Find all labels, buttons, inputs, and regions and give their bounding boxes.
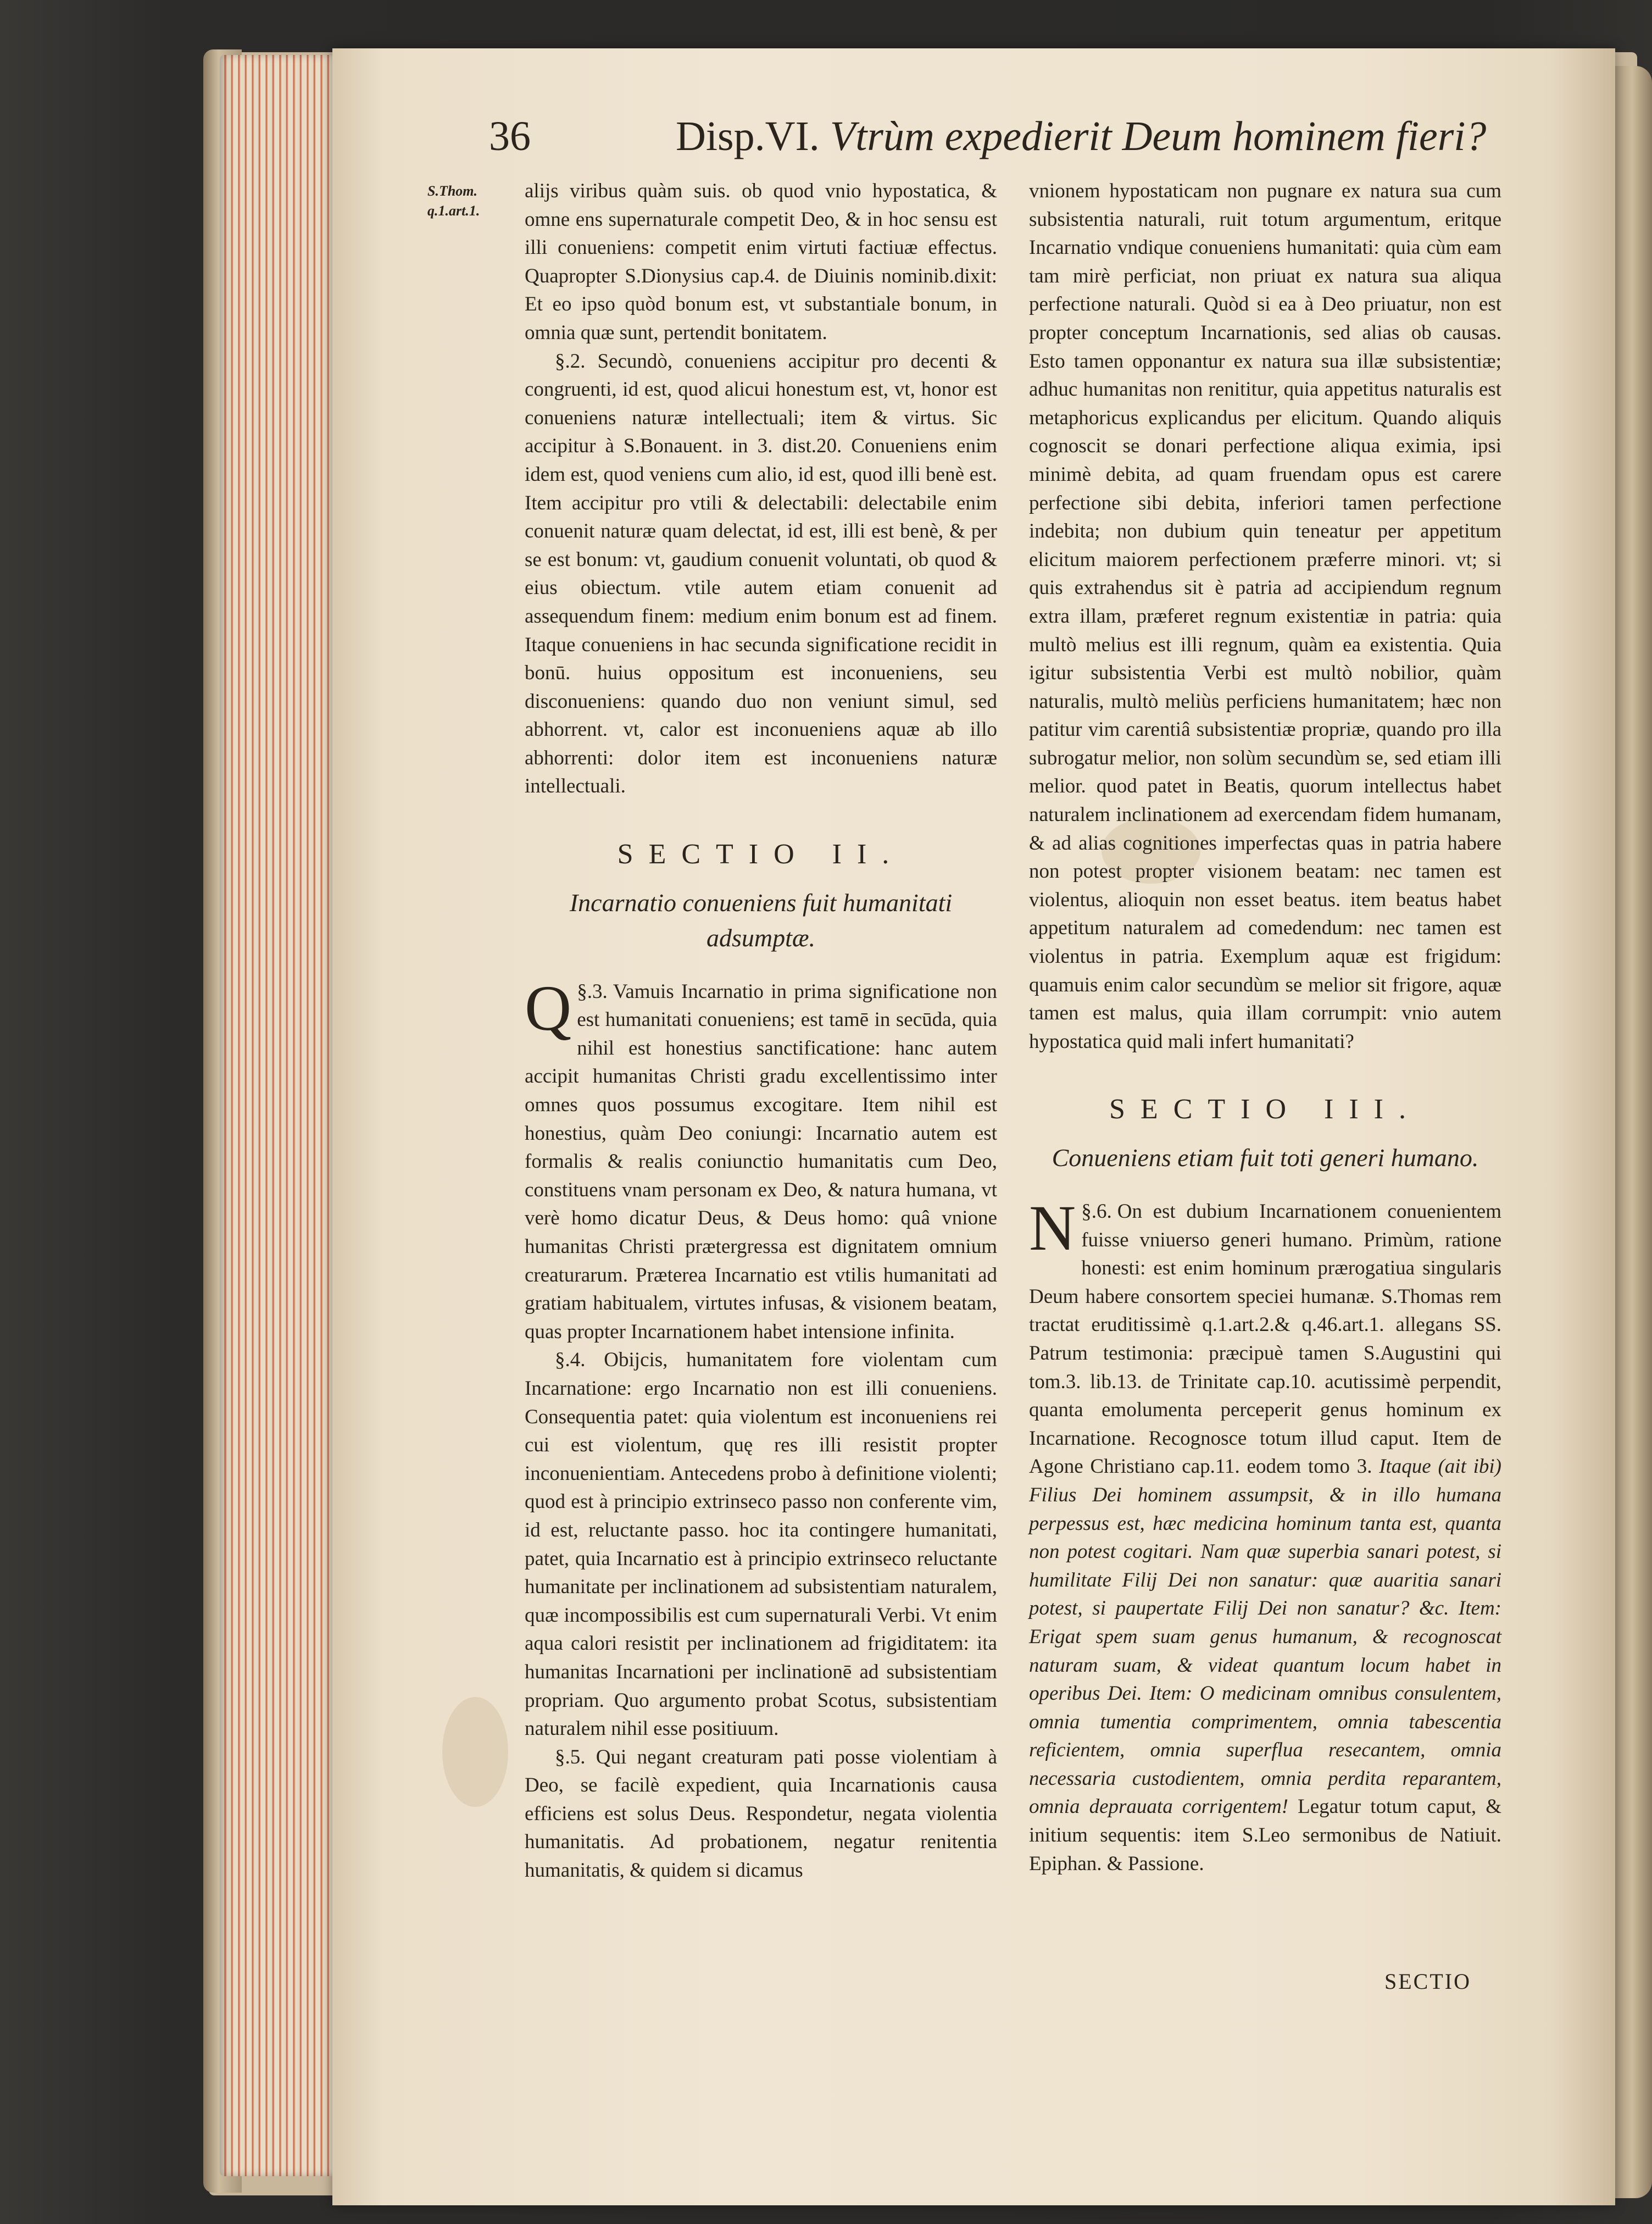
- section-subtitle: Conueniens etiam fuit toti generi humano.: [1052, 1144, 1479, 1172]
- marginal-note-line: S.Thom.: [427, 183, 478, 199]
- facing-page-edge: [1612, 66, 1652, 2198]
- paragraph: §.4. Obijcis, humanitatem fore violentam cum Incarnatione: ergo Incarnatio non est illi conueniens. Consequentia patet: quia violentum est inconueniens rei cui est violentum, quę res illi resistit propter inconuenientiam. Antecedens probo à definitione violenti; quod est à principio extrinseco passo non conferente vim, id est, reluctante passo. hoc ita contingere humanitati, patet, quia Incarnatio est à principio extrinseco reluctante humanitate per inclinationem ad subsistentiam naturalem, quæ incompossibilis est cum supernaturali Verbi. Vt enim aqua calori resistit per inclinationem ad frigiditatem: ita humanitas Incarnationi per inclinationē ad subsistentiam propriam. Quo argumento probat Scotus, subsistentiam naturalem nihil esse positiuum.: [525, 1349, 997, 1740]
- paragraph-mark: §.3.: [577, 980, 608, 1003]
- page-edges: [220, 55, 352, 2176]
- paragraph-text: On est dubium Incarnationem conuenientem fuisse vniuerso generi humano. Primùm, ratione honesti: est enim hominum prærogatiua singularis Deum habere consortem speciei humanæ. S.Thomas rem tractat eruditissimè q.1.art.2.& q.46.art.1. allegans SS. Patrum testimonia: præcipuè tamen S.Augustini qui tom.3. lib.13. de Trinitate cap.10. acutissimè perpendit, quanta emolumenta perceperit genus hominum ex Incarnatione. Recognosce totum illud caput. Item de Agone Christiano cap.11. eodem tomo 3.: [1029, 1200, 1501, 1478]
- page-number: 36: [489, 113, 531, 159]
- quotation-italic: Itaque (ait ibi) Filius Dei hominem assumpsit, & in illo humana perpessus est, hæc medicina hominum tanta est, quanta non potest cogitari. Nam quæ superbia sanari potest, si humilitate Filij Dei non sanatur: quæ auaritia sanari potest, si paupertate Filij Dei non sanatur? &c. Item: Erigat spem suam genus humanum, & recognoscat naturam suam, & videat quantum locum habet in operibus Dei. Item: O medicinam omnibus consulentem, omnia tumentia comprimentem, omnia tabescentia reficientem, omnia superflua resecantem, omnia necessaria custodientem, omnia perdita reparantem, omnia deprauata corrigentem!: [1029, 1455, 1501, 1818]
- paragraph: alijs viribus quàm suis. ob quod vnio hypostatica, & omne ens supernaturale competit Deo, & in hoc sensu est illi conueniens: competit enim virtuti factiuæ effectus. Quapropter S.Dionysius cap.4. de Diuinis nominib.dixit: Et eo ipso quòd bonum est, vt substantiale bonum, in omnia quæ sunt, pertendit bonitatem.: [525, 180, 997, 344]
- paragraph-text: Vamuis Incarnatio in prima significatione non est humanitati conueniens; est tamē in secūda, quia nihil est honestius sanctificatione: hanc autem accipit humanitas Christi gradu excellentissimo inter omnes quos possumus excogitare. Item nihil est honestius, quàm Deo coniungi: Incarnatio autem est formalis & realis coniunctio humanitatis cum Deo, constituens vnam personam ex Deo, & natura humana, vt verè homo dicatur Deus, & Deus homo: quâ vnione humanitas Christi prætergressa est dignitatem omnium creaturarum. Præterea Incarnatio est vtilis humanitati ad gratiam habitualem, virtutes infusas, & visionem beatam, quas propter Incarnationem habet intensione infinita.: [525, 980, 997, 1343]
- section-subtitle: Incarnatio conueniens fuit humanitati adsumptæ.: [569, 888, 953, 952]
- paragraph: vnionem hypostaticam non pugnare ex natura sua cum subsistentia naturali, ruit totum argumentum, eritque Incarnatio vndique conueniens humanitati: quia cùm eam tam mirè perficiat, non priuat ex natura sua aliqua perfectione naturali. Quòd si ea à Deo priuatur, non est propter conceptum Incarnationis, sed alias ob causas. Esto tamen opponantur ex natura sua illæ subsistentiæ; adhuc humanitas non renititur, quia appetitus naturalis est metaphoricus explicandus per elicitum. Quando aliquis cognoscit se donari perfectione aliqua eximia, ipsi minimè debita, ad quam fruendam opus est carere perfectione sibi debita, inferiori tamen perfectione indebita; non dubium quin teneatur per appetitum elicitum maiorem perfectionem præferre minori. vt; si quis extrahendus sit è patria ad accipiendum regnum extra illam, præferet regnum existentiæ in patria: quia multò melius est illi regnum, quàm ea existentia. Quia igitur subsistentia Verbi est multò nobilior, quàm naturalis, multò meliùs perficiens humanitatem; hæc non patitur vim carentiâ subsistentiæ propriæ, quando pro illa subrogatur melior, non solùm secundùm se, sed etiam illi melior. quod patet in Beatis, quorum intellectus habet naturalem inclinationem ad exercendam fidem humanam, & ad alias cognitiones imperfectas quas in patria habere non potest propter visionem beatam: nec tamen est violentus, alioquin non esset beatus. item beatus habet appetitum naturalem ad comedendum: nec tamen est violentus in patria. Exemplum aquæ est frigidum: quamuis enim calor secundùm se melior sit frigore, aquæ tamen est malus, quia illam corrumpit: vnio autem hypostatica quid mali infert humanitati?: [1029, 180, 1501, 1053]
- marginal-note: [427, 181, 510, 221]
- section-title: SECTIO III.: [1109, 1094, 1421, 1125]
- paragraph-mark: §.6.: [1081, 1200, 1112, 1223]
- header-title-italic: Vtrùm expedierit Deum hominem fieri?: [830, 113, 1487, 159]
- catchword: SECTIO: [1384, 1969, 1471, 1994]
- header-title: [676, 113, 1486, 160]
- paragraph: [525, 972, 997, 1346]
- right-column: [1029, 177, 1501, 1878]
- drop-cap: N: [1029, 1192, 1076, 1264]
- running-head: [489, 113, 1533, 179]
- section-title: SECTIO II.: [617, 839, 905, 870]
- paragraph: §.5. Qui negant creaturam pati posse violentiam à Deo, se facilè expedient, quia Incarnationis causa efficiens est solus Deus. Respondetur, negata violentia humanitatis. Ad probationem, negatur renitentia humanitatis, & quidem si dicamus: [525, 1745, 997, 1882]
- paragraph: [1029, 1192, 1502, 1878]
- left-column: [525, 177, 997, 1885]
- header-title-prefix: Disp.VI.: [676, 113, 820, 159]
- paragraph: §.2. Secundò, conueniens accipitur pro decenti & congruenti, id est, quod alicui honestum est, vt, honor est conueniens naturæ intellectuali; item & virtus. Sic accipitur à S.Bonauent. in 3. dist.20. Conueniens enim idem est, quod veniens cum alio, id est, quod illi benè est. Item accipitur pro vtili & delectabili: delectabile enim conuenit naturæ quam delectat, id est, illi est benè, & per se est bonum: vt, gaudium conuenit voluntati, ob quod & eius obiectum. vtile autem etiam conuenit ad assequendum finem: medium enim bonum est ad finem. Itaque conueniens in hac secunda significatione recidit in bonū. huius oppositum est inconueniens, seu disconueniens: quando duo non veniunt simul, sed abhorrent. vt, calor est inconueniens aquæ ab illo abhorrenti: dolor item est inconueniens naturæ intellectuali.: [525, 350, 997, 798]
- paragraph-text: Legatur totum caput, & initium sequentis: item S.Leo sermonibus de Natiuit. Epiphan. & Passione.: [1029, 1795, 1502, 1875]
- foxing-stain: [442, 1697, 508, 1807]
- marginal-note-line: q.1.art.1.: [427, 203, 480, 219]
- drop-cap: Q: [525, 972, 572, 1044]
